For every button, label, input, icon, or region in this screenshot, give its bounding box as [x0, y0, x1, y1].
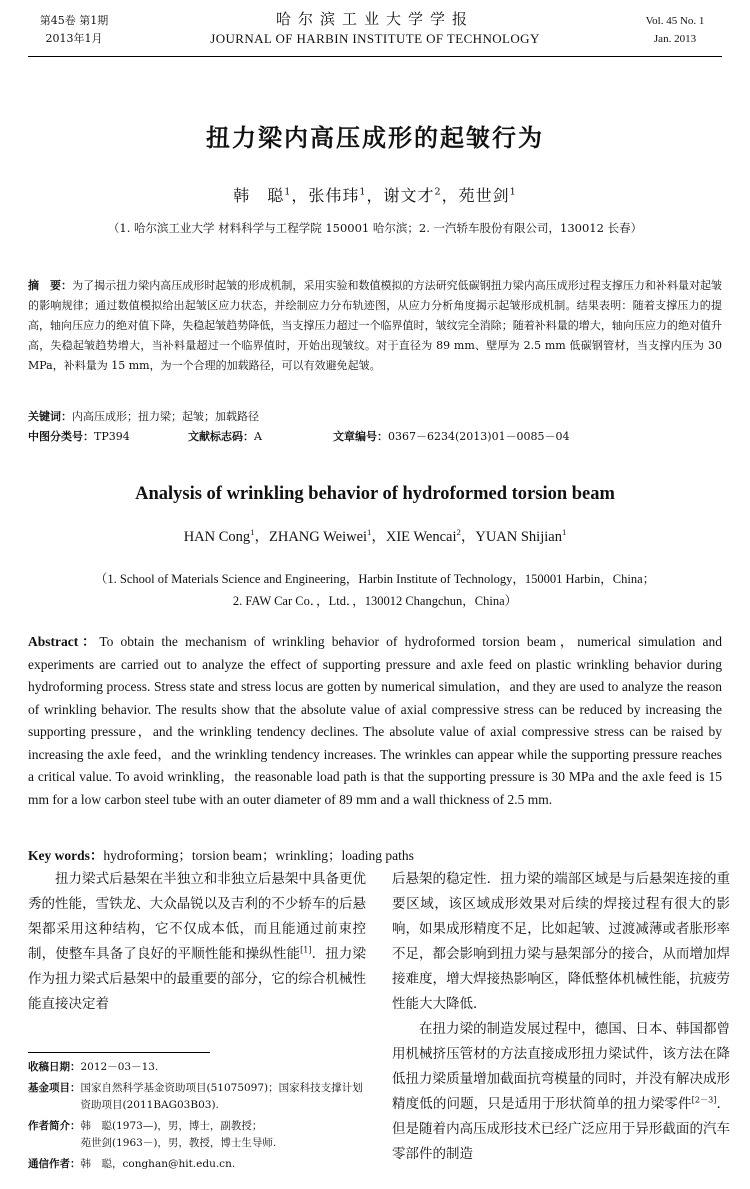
footnote-label: 通信作者： — [28, 1157, 81, 1170]
header-divider — [28, 56, 722, 57]
author-name-en: HAN Cong — [183, 529, 251, 545]
body-text: ．扭力梁作为扭力梁式后悬架中的最重要的部分，它的综合机械性能直接决定着 — [28, 946, 366, 1012]
authors-en — [0, 525, 750, 546]
author-separator: ， — [366, 186, 384, 205]
issue-info-en — [630, 12, 720, 48]
footnote-label: 基金项目： — [28, 1081, 81, 1094]
date-en: Jan. 2013 — [653, 33, 697, 45]
citation-ref[interactable]: [2－3] — [691, 1094, 717, 1105]
author-affil-mark: 1 — [509, 186, 517, 198]
footnote-fund — [28, 1080, 366, 1115]
article-number-label: 文章编号： — [333, 430, 388, 443]
footnote-label: 收稿日期： — [28, 1061, 81, 1073]
footnote-text: 国家自然科学基金资助项目(51075097)；国家科技支撑计划资助项目(2011BAG03B03). — [80, 1081, 363, 1111]
author-affil-mark: 1 — [561, 527, 567, 538]
keywords-en-text: hydroforming；torsion beam；wrinkling；loading paths — [103, 848, 414, 863]
footnotes — [28, 1059, 366, 1173]
abstract-cn — [28, 276, 722, 376]
body-text: ．但是随着内高压成形技术已经广泛应用于异形截面的汽车零部件的制造 — [392, 1096, 731, 1162]
footnote-text[interactable]: 韩 聪，conghan@hit.edu.cn. — [80, 1157, 236, 1170]
author-separator: ， — [460, 529, 476, 545]
keywords-en — [28, 845, 722, 867]
abstract-en-text: To obtain the mechanism of wrinkling behavior of hydroformed torsion beam，numerical simulation and experiments are carried out to analyze the effect of supporting pressure and axle feed on plastic wrinkling behavior during hydroforming process. Stress state and stress locus are gotten by numerical simulation，and they are used to analyze the reason of wrinkling behavior. The results show that the absolute value of axial compressive stress can be reduced by increasing the supporting pressure，and the wrinkling tendency declines. The absolute value of axial compressive stress can be raised by increasing the axle feed，and the wrinkling tendency increases. The wrinkles can appear while the supporting pressure reaches a critical value. To avoid wrinkling，the reasonable load path is that the supporting pressure is 30 MPa and the axle feed is 15 mm for a low carbon steel tube with an outer diameter of 89 mm and a wall thickness of 2.5 mm. — [28, 634, 722, 807]
author-affil-mark: 2 — [456, 527, 461, 538]
clc-value: TP394 — [94, 430, 130, 443]
affiliation-en-line: 2. FAW Car Co．，Ltd．，130012 Changchun，China） — [232, 594, 518, 608]
footnote-label: 作者简介： — [28, 1119, 81, 1132]
affiliation-cn: （1. 哈尔滨工业大学 材料科学与工程学院 150001 哈尔滨；2. 一汽轿车股份有限公司，130012 长春） — [107, 221, 643, 235]
keywords-cn-label: 关键词： — [28, 410, 72, 423]
footnote-bio — [28, 1118, 366, 1153]
body-paragraph — [28, 867, 366, 1017]
body-text: 在扭力梁的制造发展过程中，德国、日本、韩国都曾用机械挤压管材的方法直接成形扭力梁试件，该方法在降低扭力梁质量增加截面抗弯模量的同时，并没有解决成形精度低的问题，只是适用于形状简单的扭力梁零件 — [392, 1021, 730, 1112]
author-name: 苑世剑 — [458, 186, 510, 205]
abstract-en — [28, 631, 722, 811]
citation-ref[interactable]: [1] — [300, 944, 312, 955]
paper-title-cn: 扭力梁内高压成形的起皱行为 — [206, 124, 544, 152]
footnote-text: 苑世剑(1963－)，男，教授，博士生导师. — [80, 1137, 277, 1149]
article-number-value: 0367－6234(2013)01－0085－04 — [388, 430, 570, 443]
keywords-cn-text: 内高压成形；扭力梁；起皱；加载路径 — [72, 410, 259, 423]
doc-code — [188, 427, 333, 446]
author-separator: ， — [291, 186, 309, 205]
author-separator: ， — [441, 186, 459, 205]
footnote-received — [28, 1059, 366, 1077]
footnote-divider — [28, 1052, 210, 1053]
author-name: 谢文才 — [383, 186, 435, 205]
author-name: 韩 聪 — [233, 186, 285, 205]
author-separator: ， — [371, 529, 386, 545]
body-paragraph: 后悬架的稳定性．扭力梁的端部区域是与后悬架连接的重要区域，该区域成形效果对后续的焊接过程有很大的影响，如果成形精度不足，比如起皱、过渡减薄或者胀形率不足，都会影响到扭力梁与悬架部分的接合，从而增加焊接难度，增大焊接热影响区，降低整体机械性能，抗疲劳性能大大降低． — [392, 871, 730, 1012]
classification-row — [28, 427, 722, 446]
footnote-text: 2012－03－13. — [80, 1061, 159, 1073]
author-name-en: ZHANG Weiwei — [269, 529, 368, 545]
keywords-en-label: Key words： — [28, 848, 104, 863]
affiliation-en — [0, 568, 750, 612]
author-name: 张伟玮 — [308, 186, 360, 205]
abstract-cn-label: 摘 要： — [28, 279, 73, 292]
author-name-en: XIE Wencai — [385, 529, 457, 545]
journal-name-en: JOURNAL OF HARBIN INSTITUTE OF TECHNOLOGY — [210, 31, 540, 46]
body-text: 扭力梁式后悬架在半独立和非独立后悬架中具备更优秀的性能，雪铁龙、大众晶锐以及吉利的不少轿车的后悬架都采用这种结构，它不仅成本低，而且能通过前束控制，使整车具备了良好的平顺性能和操纵性能 — [28, 871, 366, 962]
article-number — [333, 427, 570, 446]
author-affil-mark: 1 — [359, 186, 367, 198]
body-paragraph — [392, 1017, 730, 1167]
clc-label: 中图分类号： — [28, 430, 94, 443]
body-column-left — [28, 867, 366, 1017]
abstract-en-label: Abstract： — [28, 634, 100, 649]
affiliation-en-line: （1. School of Materials Science and Engineering，Harbin Institute of Technology，150001 Harbin，China； — [94, 572, 656, 586]
author-name-en: YUAN Shijian — [475, 529, 562, 545]
keywords-cn — [28, 407, 722, 426]
author-affil-mark: 1 — [284, 186, 292, 198]
author-separator: ， — [254, 529, 269, 545]
footnote-correspondence — [28, 1156, 366, 1174]
date-cn: 2013年1月 — [45, 32, 103, 45]
body-column-right — [392, 867, 730, 1167]
journal-name — [150, 8, 600, 48]
author-affil-mark: 1 — [250, 527, 255, 538]
footnote-bio-text — [81, 1118, 367, 1153]
issue-info — [28, 12, 120, 48]
author-affil-mark: 1 — [367, 527, 372, 538]
author-affil-mark: 2 — [434, 186, 442, 198]
journal-name-cn: 哈尔滨工业大学学报 — [275, 10, 474, 28]
paper-title-en: Analysis of wrinkling behavior of hydroformed torsion beam — [135, 484, 615, 504]
volume-issue-en: Vol. 45 No. 1 — [645, 15, 705, 27]
volume-issue-cn: 第45卷 第1期 — [39, 14, 109, 27]
footnote-text: 韩 聪(1973—)，男，博士，副教授； — [80, 1119, 263, 1132]
doc-code-label: 文献标志码： — [188, 430, 254, 443]
authors-cn — [0, 183, 750, 206]
abstract-cn-text: 为了揭示扭力梁内高压成形时起皱的形成机制，采用实验和数值模拟的方法研究低碳钢扭力梁内高压成形过程支撑压力和补料量对起皱的影响规律；通过数值模拟给出起皱区应力状态，并绘制应力分布轨迹图，从应力分析角度揭示起皱形成机制。结果表明：随着支撑压力的提高，轴向压应力的绝对值下降，失稳起皱趋势降低，当支撑压力超过一个临界值时，皱纹完全消除；随着补料量的增大，轴向压应力的绝对值升高，失稳起皱趋势增大，当补料量超过一个临界值时，开始出现皱纹。对于直径为 89 mm、壁厚为 2.5 mm 低碳钢管材，当支撑内压为 30 MPa，补料量为 15 mm，为一个合理的加载路径，可以有效避免起皱。 — [28, 279, 723, 372]
clc-code — [28, 427, 188, 446]
doc-code-value: A — [254, 430, 262, 443]
